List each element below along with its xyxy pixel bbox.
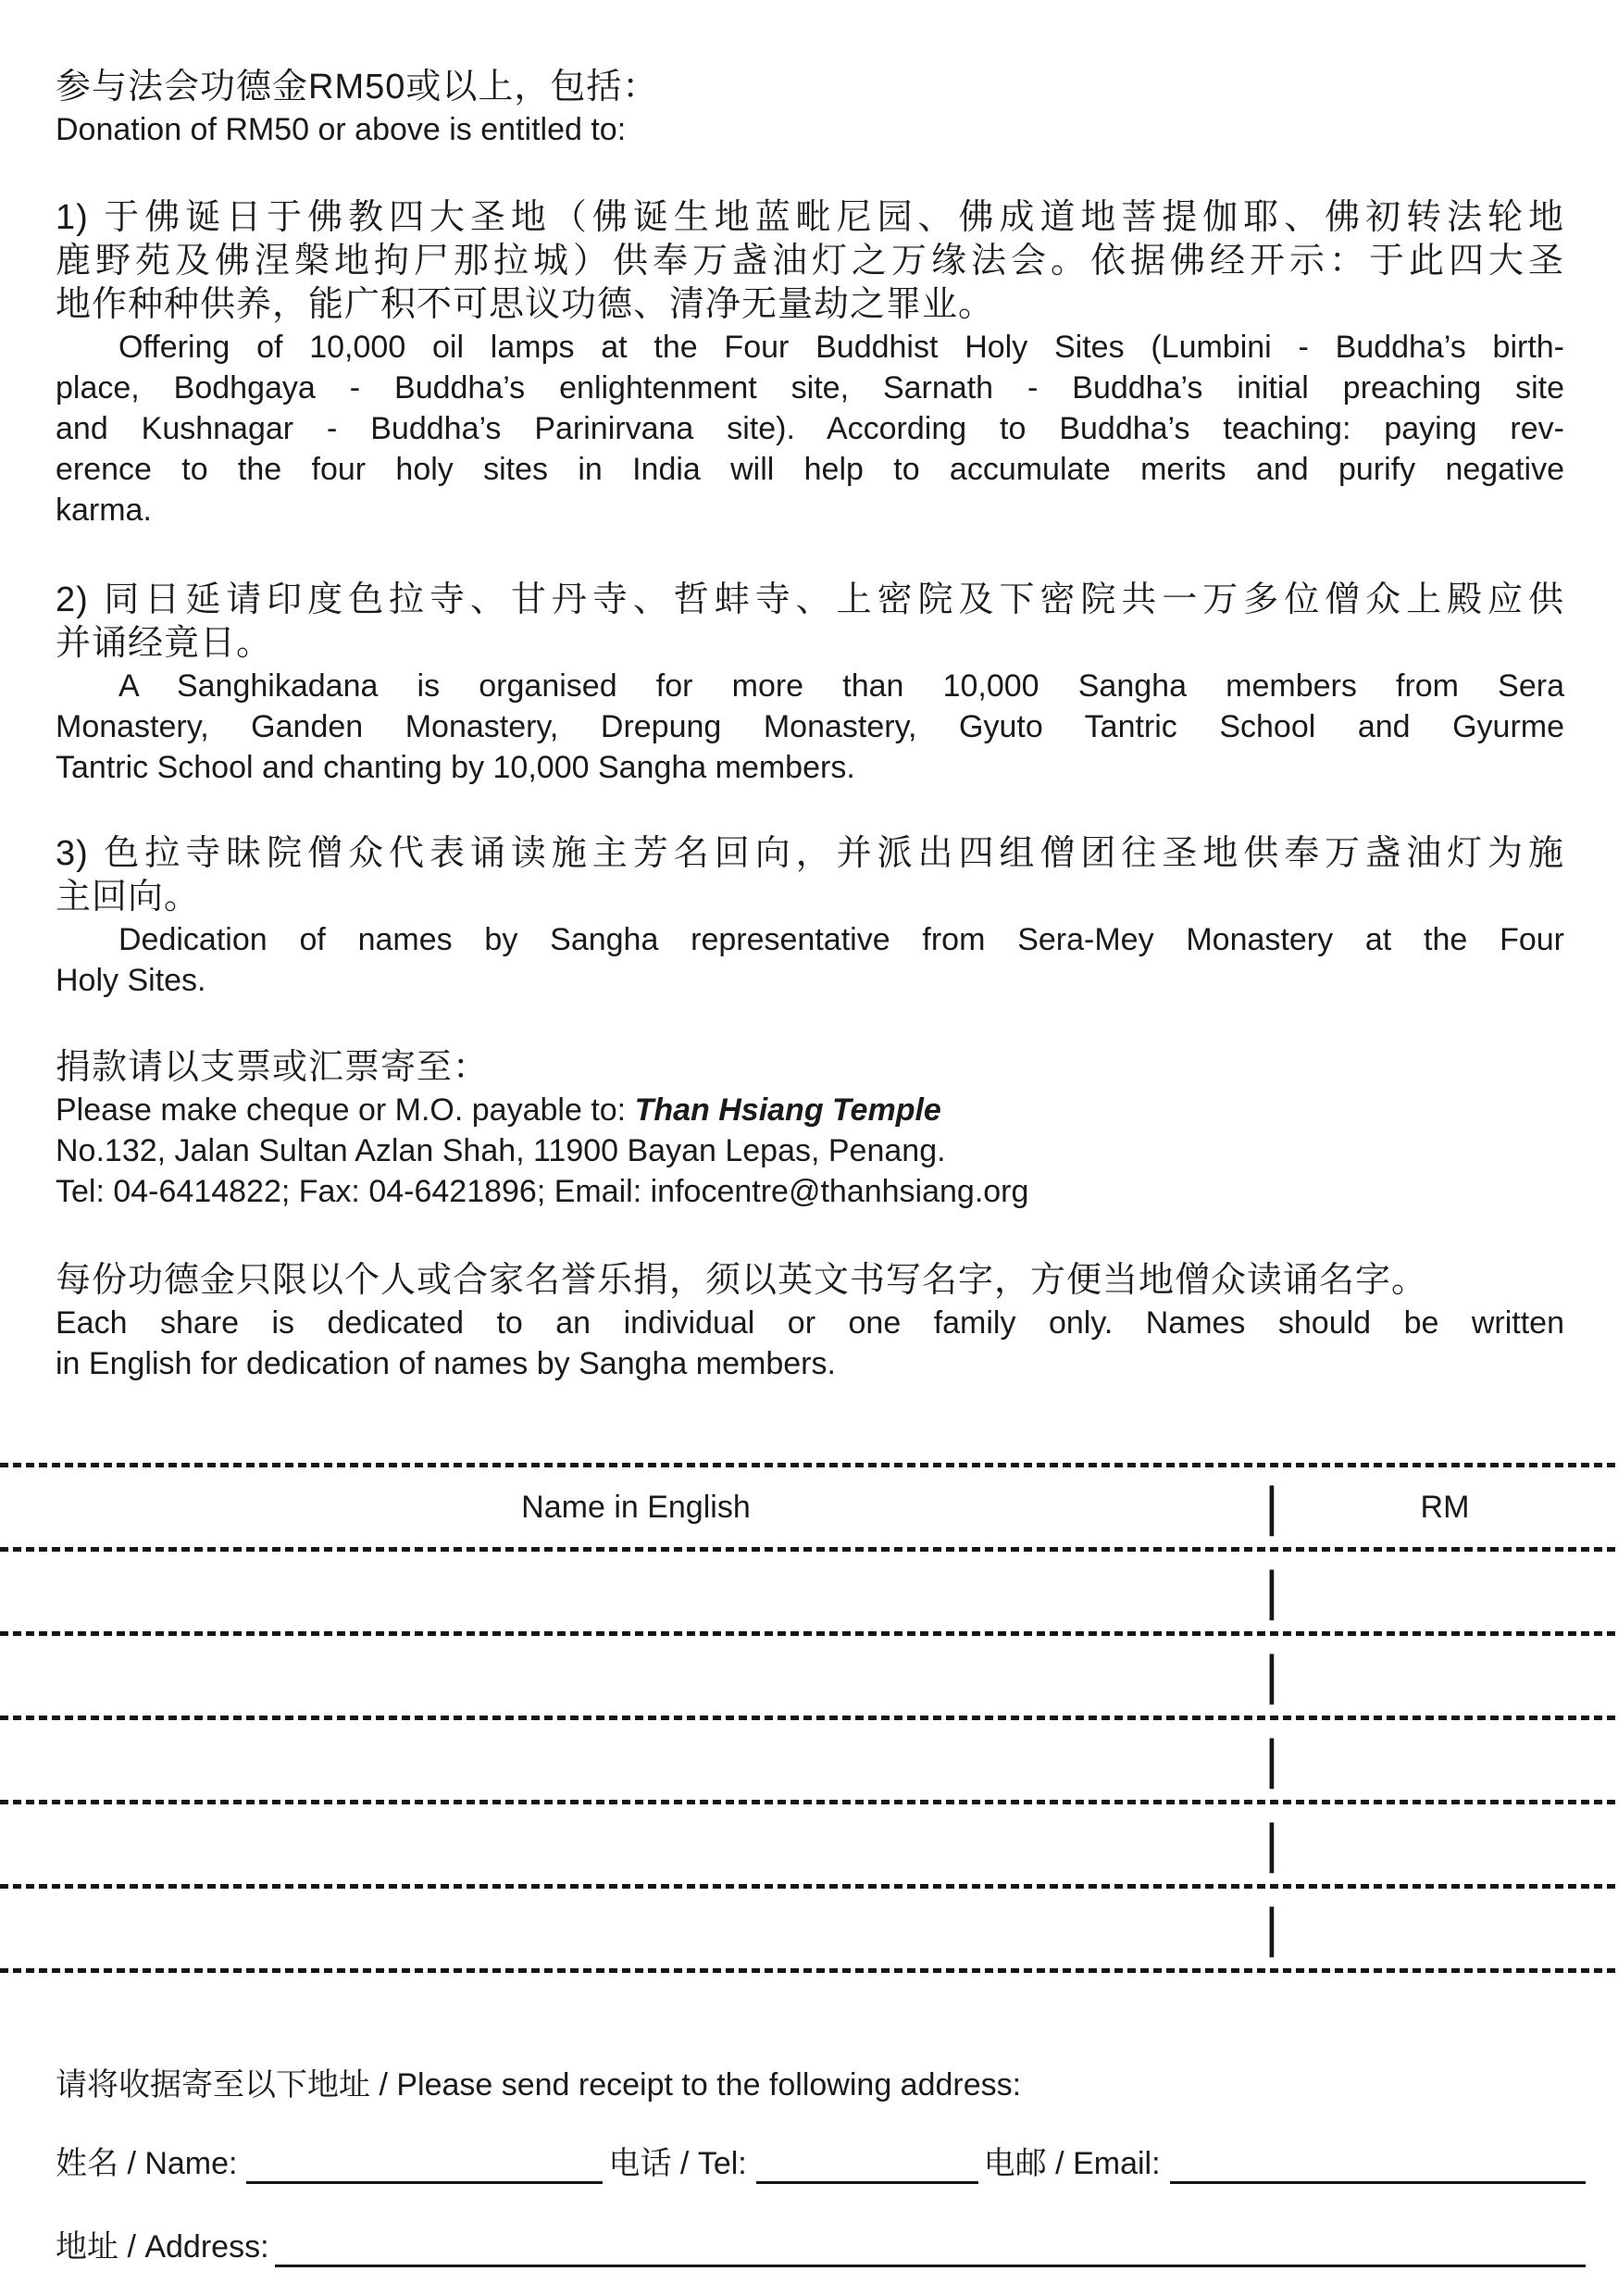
text-line: and Kushnagar - Buddha’s Parinirvana site). According to Buddha’s teaching: paying rev- — [56, 411, 1564, 446]
temple-contact-line: Tel: 04-6414822; Fax: 04-6421896; Email: infocentre@thanhsiang.org — [56, 1174, 1029, 1209]
share-note-zh: 每份功德金只限以个人或合家名誉乐捐，须以英文书写名字，方便当地僧众读诵名字。 — [56, 1261, 1428, 1300]
temple-address-line: No.132, Jalan Sultan Azlan Shah, 11900 Bayan Lepas, Penang. — [56, 1133, 946, 1168]
text-line: Monastery, Ganden Monastery, Drepung Monastery, Gyuto Tantric School and Gyurme — [56, 709, 1564, 744]
text-line: 1) 于佛诞日于佛教四大圣地（佛诞生地蓝毗尼园、佛成道地菩提伽耶、佛初转法轮地 — [56, 198, 1564, 237]
tel-field-label: 电话 / Tel: — [608, 2146, 747, 2181]
table-header-row — [0, 1467, 1618, 1547]
text-line: 地作种种供养，能广积不可思议功德、清净无量劫之罪业。 — [56, 285, 995, 324]
tel-blank-line — [756, 2144, 978, 2184]
address-blank-line — [275, 2227, 1586, 2267]
email-blank-line — [1170, 2144, 1586, 2184]
name-blank-line — [246, 2144, 603, 2184]
share-note-en — [56, 1303, 1564, 1384]
text-line: Offering of 10,000 oil lamps at the Four Buddhist Holy Sites (Lumbini - Buddha’s birth- — [118, 330, 1564, 365]
email-field-label: 电邮 / Email: — [983, 2146, 1161, 2181]
text-line: erence to the four holy sites in India will help to accumulate merits and purify negative — [56, 452, 1564, 487]
text-line: Dedication of names by Sangha representative from Sera-Mey Monastery at the Four — [118, 922, 1564, 957]
column-separator: | — [1264, 1477, 1279, 1537]
donation-name-table — [0, 1463, 1618, 1973]
benefit-item-2 — [0, 579, 1618, 788]
name-field-label: 姓名 / Name: — [56, 2146, 238, 2181]
payment-payable-prefix: Please make cheque or M.O. payable to: — [56, 1092, 635, 1128]
text-line: Tantric School and chanting by 10,000 Sangha members. — [56, 750, 855, 785]
text-line: A Sanghikadana is organised for more than 10,000 Sangha members from Sera — [118, 668, 1564, 704]
column-separator: | — [1264, 1898, 1279, 1958]
table-dashed-rule — [0, 1968, 1618, 1973]
text-line: place, Bodhgaya - Buddha’s enlightenment site, Sarnath - Buddha’s initial preaching site — [56, 370, 1564, 406]
item-2-paragraph-en — [56, 666, 1564, 788]
address-field-label: 地址 / Address: — [56, 2229, 269, 2265]
table-row — [0, 1889, 1618, 1968]
text-line: 并诵经竟日。 — [56, 624, 273, 663]
item-1-paragraph-en — [56, 327, 1564, 530]
intro-heading-zh: 参与法会功德金RM50或以上，包括： — [56, 68, 659, 106]
text-line: 主回向。 — [56, 878, 201, 917]
column-separator: | — [1264, 1814, 1279, 1874]
name-column-header: Name in English — [521, 1489, 751, 1525]
text-line: 2) 同日延请印度色拉寺、甘丹寺、哲蚌寺、上密院及下密院共一万多位僧众上殿应供 — [56, 580, 1564, 619]
text-line: Holy Sites. — [56, 963, 206, 998]
text-line: in English for dedication of names by Sangha members. — [56, 1346, 836, 1381]
receipt-address-row — [0, 2227, 1618, 2267]
receipt-instruction: 请将收据寄至以下地址 / Please send receipt to the following address: — [56, 2067, 1022, 2103]
table-row — [0, 1552, 1618, 1631]
table-row — [0, 1636, 1618, 1716]
payment-section — [0, 1045, 1618, 1212]
text-line: Each share is dedicated to an individual or one family only. Names should be written — [56, 1305, 1564, 1341]
text-line: 3) 色拉寺昧院僧众代表诵读施主芳名回向，并派出四组僧团往圣地供奉万盏油灯为施 — [56, 834, 1564, 873]
item-3-paragraph-en — [56, 919, 1564, 1001]
table-row — [0, 1720, 1618, 1800]
text-line: karma. — [56, 493, 152, 528]
payment-heading-zh: 捐款请以支票或汇票寄至： — [56, 1048, 490, 1087]
column-separator: | — [1264, 1561, 1279, 1621]
payee-name: Than Hsiang Temple — [634, 1092, 941, 1128]
table-row — [0, 1804, 1618, 1884]
amount-column-header: RM — [1420, 1489, 1470, 1525]
benefit-item-1 — [0, 196, 1618, 530]
item-2-paragraph-zh — [56, 579, 1564, 666]
column-separator: | — [1264, 1645, 1279, 1705]
item-3-paragraph-zh — [56, 832, 1564, 919]
benefit-item-3 — [0, 832, 1618, 1001]
column-separator: | — [1264, 1729, 1279, 1790]
share-note-section — [0, 1258, 1618, 1384]
receipt-name-row — [0, 2143, 1618, 2184]
item-1-paragraph-zh — [56, 196, 1564, 327]
payment-payable-line — [56, 1090, 1564, 1130]
text-line: 鹿野苑及佛涅槃地拘尸那拉城）供奉万盏油灯之万缘法会。依据佛经开示：于此四大圣 — [56, 242, 1564, 281]
intro-heading-en: Donation of RM50 or above is entitled to: — [56, 112, 627, 147]
